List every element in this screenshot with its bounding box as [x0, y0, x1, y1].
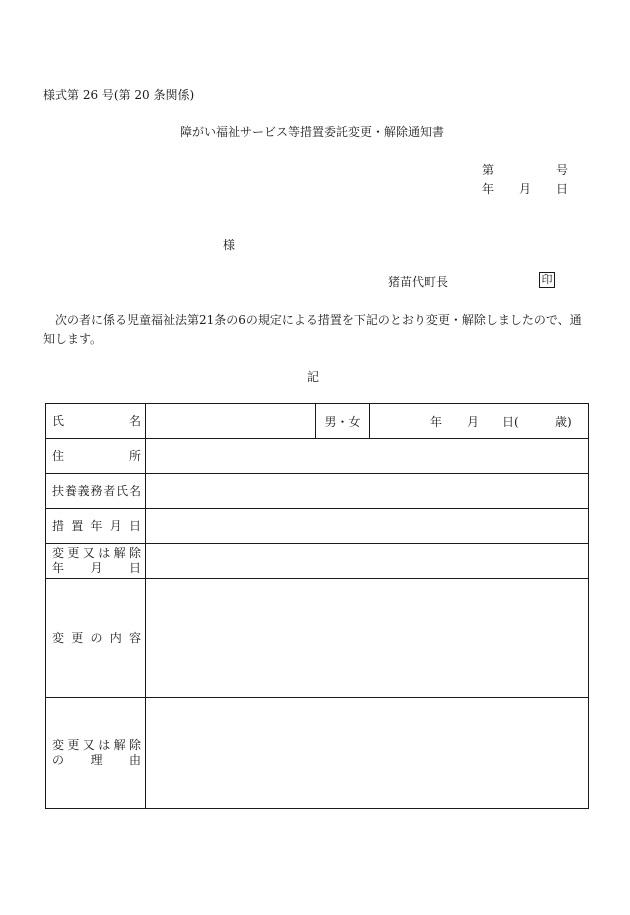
reason-field[interactable] — [146, 698, 589, 809]
date-day: 日 — [556, 182, 569, 196]
address-field[interactable] — [146, 439, 589, 474]
row-reason — [46, 698, 589, 809]
change-date-field[interactable] — [146, 544, 589, 579]
row-change-content — [46, 579, 589, 698]
name-field[interactable] — [146, 404, 316, 439]
reason-label-1: 変更又は解除 — [52, 738, 141, 752]
date-year: 年 — [482, 182, 495, 196]
row-guardian — [46, 474, 589, 509]
birth-month-label: 月 — [467, 415, 480, 429]
guardian-field[interactable] — [146, 474, 589, 509]
birth-age-label: 歳) — [555, 415, 572, 429]
ki-heading: 記 — [307, 370, 320, 384]
guardian-label-cell — [46, 474, 146, 509]
measure-date-label: 措置年月日 — [52, 518, 141, 533]
addressee-suffix: 様 — [223, 238, 236, 252]
sex-field[interactable]: 男・女 — [316, 404, 370, 439]
row-measure-date — [46, 509, 589, 544]
doc-number-suffix: 号 — [556, 163, 569, 177]
reason-label-2: の 理 由 — [52, 753, 141, 767]
name-label-cell — [46, 404, 146, 439]
doc-number-prefix: 第 — [482, 163, 495, 177]
birth-year-label: 年 — [430, 415, 443, 429]
change-content-label: 変更の内容 — [52, 630, 141, 645]
measure-date-label-cell — [46, 509, 146, 544]
reason-label-cell — [46, 698, 146, 809]
change-date-label-2: 年 月 日 — [52, 561, 141, 575]
change-content-label-cell — [46, 579, 146, 698]
seal-mark: 印 — [539, 272, 555, 288]
row-address — [46, 439, 589, 474]
change-date-label-cell — [46, 544, 146, 579]
issuer-name: 猪苗代町長 — [388, 275, 449, 289]
address-label-cell — [46, 439, 146, 474]
change-date-label-1: 変更又は解除 — [52, 546, 141, 560]
row-name — [46, 404, 589, 439]
notice-form-table — [45, 403, 589, 809]
birthdate-field[interactable] — [370, 404, 589, 439]
name-label: 氏 名 — [52, 413, 141, 428]
address-label: 住 所 — [52, 448, 141, 463]
form-number: 様式第 26 号(第 20 条関係) — [43, 88, 195, 102]
document-title: 障がい福祉サービス等措置委託変更・解除通知書 — [180, 125, 445, 139]
row-change-date — [46, 544, 589, 579]
change-content-field[interactable] — [146, 579, 589, 698]
date-month: 月 — [519, 182, 532, 196]
notice-body: 次の者に係る児童福祉法第21条の6の規定による措置を下記のとおり変更・解除しましたので、通知します。 — [43, 313, 582, 346]
birth-day-label: 日( — [502, 415, 519, 429]
measure-date-field[interactable] — [146, 509, 589, 544]
guardian-label: 扶養義務者氏名 — [52, 483, 141, 498]
